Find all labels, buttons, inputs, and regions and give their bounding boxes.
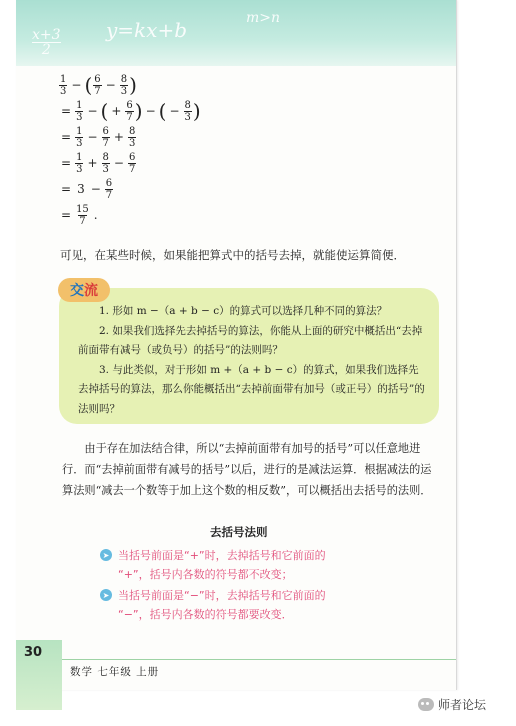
watermark-text: 师者论坛 xyxy=(438,698,487,712)
header-formula-fraction: x+3 2 xyxy=(32,27,61,58)
math-line xyxy=(58,98,201,124)
rule-plus-line-2: “+”，括号内各数的符号都不改变； xyxy=(118,568,293,581)
exchange-title-badge xyxy=(58,278,110,302)
chat-bubble-icon xyxy=(418,698,434,711)
fraction: $\frac{1}{3}$ xyxy=(76,125,83,149)
fraction: $\frac{6}{7}$ xyxy=(94,73,101,97)
math-symbol: + xyxy=(111,104,122,118)
math-symbol: − xyxy=(105,78,116,92)
parenthesis: ( xyxy=(158,99,167,123)
fraction: $\frac{8}{3}$ xyxy=(120,73,128,97)
fraction: $\frac{6}{7}$ xyxy=(102,125,109,149)
math-derivation xyxy=(58,72,201,228)
rule-minus-line-2: “−”，括号内各数的符号都要改变． xyxy=(118,608,293,621)
rule-minus-line-1: 当括号前面是“−”时，去掉括号和它前面的 xyxy=(118,589,326,602)
parenthesis: ) xyxy=(192,99,201,123)
arrow-bullet-icon: ➤ xyxy=(100,589,112,601)
math-symbol: = xyxy=(61,182,72,196)
header-band xyxy=(16,0,456,66)
fraction: $\frac{1}{3}$ xyxy=(60,73,67,97)
math-line xyxy=(58,150,201,176)
rules-title: 去括号法则 xyxy=(210,525,268,539)
math-symbol: − xyxy=(87,104,98,118)
math-symbol: = xyxy=(61,104,72,118)
fraction: $\frac{15}{7}$ xyxy=(76,203,89,227)
rule-plus xyxy=(102,546,418,584)
math-line xyxy=(58,176,201,202)
math-symbol: = xyxy=(61,156,72,170)
math-symbol: = xyxy=(61,130,72,144)
fraction: $\frac{1}{3}$ xyxy=(76,99,83,123)
parenthesis: ) xyxy=(129,73,137,97)
math-symbol: − xyxy=(90,182,101,196)
watermark xyxy=(418,696,486,713)
math-symbol: − xyxy=(169,104,180,118)
fraction: $\frac{6}{7}$ xyxy=(128,151,136,175)
header-formula-linear: y=kx+b xyxy=(106,18,188,42)
fraction: $\frac{1}{3}$ xyxy=(76,151,83,175)
math-symbol: = xyxy=(61,208,72,222)
math-symbol: + xyxy=(87,156,98,170)
paragraph-conclusion: 可见，在某些时候，如果能把算式中的括号去掉，就能使运算简便． xyxy=(60,248,405,262)
math-line xyxy=(58,202,201,228)
paragraph-explanation: 由于存在加法结合律，所以“去掉前面带有加号的括号”可以任意地进行．而“去掉前面带有减号的括号”以后，进行的是减法运算．根据减法的运算法则“减去一个数等于加上这个数的相反数”，可以概括出去括号的法则． xyxy=(62,442,432,497)
math-symbol: + xyxy=(113,130,124,144)
math-symbol: . xyxy=(93,208,98,222)
fraction: $\frac{6}{7}$ xyxy=(105,177,113,201)
exchange-title-char-1: 交 xyxy=(70,283,84,299)
fraction: $\frac{6}{7}$ xyxy=(126,99,133,123)
footer-divider xyxy=(62,659,456,660)
exchange-question-3: 3. 与此类似，对于形如 m +（a + b − c）的算式，如果我们选择先去掉括号的算法，那么你能概括出“去掉前面带有加号（或正号）的括号”的法则吗？ xyxy=(78,363,425,415)
math-symbol: − xyxy=(113,156,124,170)
parenthesis: ( xyxy=(100,99,109,123)
book-title: 数学 七年级 上册 xyxy=(70,666,160,678)
rule-plus-line-1: 当括号前面是“+”时，去掉括号和它前面的 xyxy=(118,549,326,562)
math-symbol: 3 xyxy=(77,182,85,196)
parenthesis: ( xyxy=(84,73,93,97)
math-symbol: − xyxy=(71,78,82,92)
fraction: $\frac{8}{3}$ xyxy=(184,99,191,123)
rule-minus xyxy=(102,586,418,624)
math-line xyxy=(58,72,201,98)
arrow-bullet-icon: ➤ xyxy=(100,549,112,561)
exchange-question-1: 1. 形如 m −（a + b − c）的算式可以选择几种不同的算法？ xyxy=(99,305,388,317)
parenthesis: ) xyxy=(134,99,143,123)
exchange-title-char-2: 流 xyxy=(84,283,98,299)
exchange-question-2: 2. 如果我们选择先去掉括号的算法，你能从上面的研究中概括出“去掉前面带有减号（或负号）的括号”的法则吗？ xyxy=(78,324,423,356)
exchange-questions xyxy=(78,302,428,419)
fraction: $\frac{8}{3}$ xyxy=(128,125,136,149)
fraction: $\frac{8}{3}$ xyxy=(102,151,109,175)
page-number: 30 xyxy=(24,645,43,660)
math-symbol: − xyxy=(87,130,98,144)
math-line xyxy=(58,124,201,150)
math-symbol: − xyxy=(145,104,156,118)
header-formula-inequality: m>n xyxy=(246,10,281,26)
